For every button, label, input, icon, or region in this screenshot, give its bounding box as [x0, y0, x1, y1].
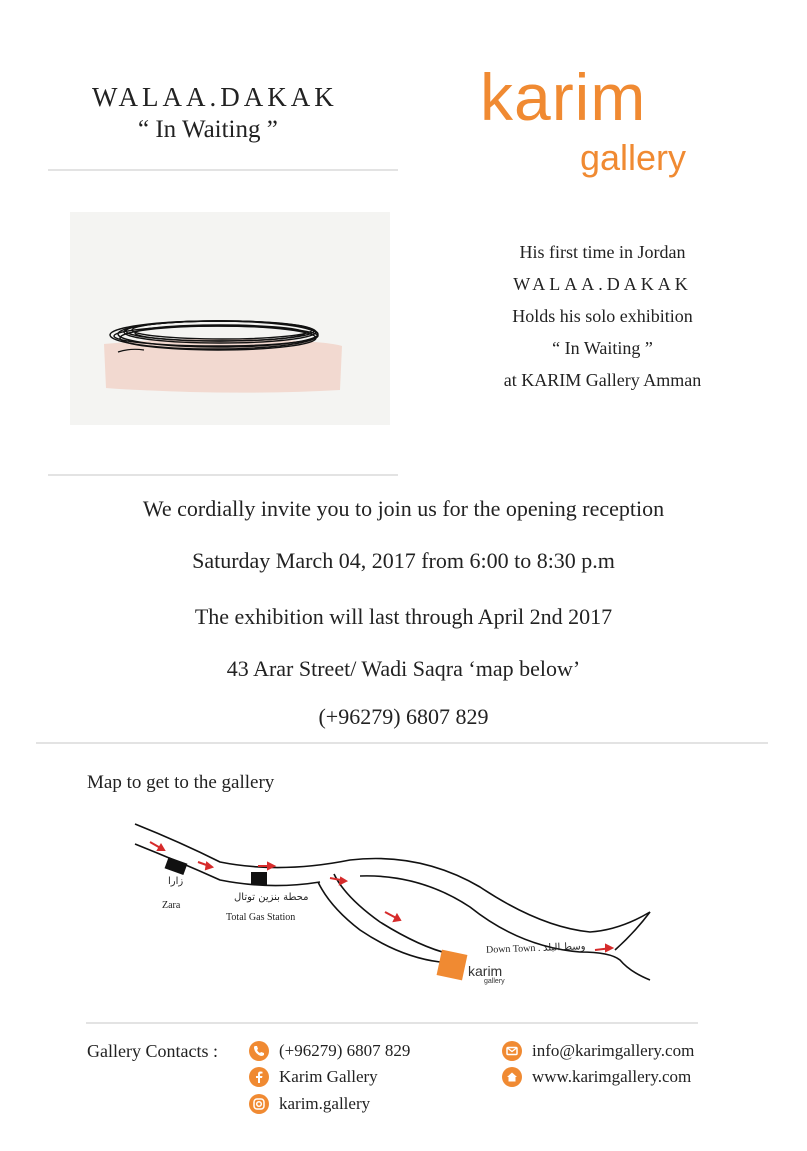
- contact-facebook[interactable]: [249, 1067, 378, 1087]
- facebook-icon: [249, 1067, 269, 1087]
- gallery-address: 43 Arar Street/ Wadi Saqra ‘map below’: [226, 656, 581, 681]
- location-map: [120, 812, 670, 996]
- map-gallery-logo: karim: [468, 963, 503, 979]
- artist-name: WALAA.DAKAK: [92, 82, 338, 112]
- zara-label: Zara: [162, 900, 181, 911]
- contact-website[interactable]: [502, 1067, 691, 1087]
- reception-date: Saturday March 04, 2017 from 6:00 to 8:30 p.m: [192, 548, 615, 573]
- gallery-logo-subtitle: gallery: [580, 137, 687, 178]
- contact-facebook-text: Karim Gallery: [279, 1067, 378, 1086]
- map-gallery-logo-sub: gallery: [484, 978, 505, 985]
- intro-artist: WALAA.DAKAK: [513, 274, 692, 294]
- divider: [86, 1022, 698, 1024]
- phone-icon: [249, 1041, 269, 1061]
- gallery-logo-wordmark: karim: [480, 60, 647, 134]
- divider: [48, 474, 398, 476]
- contact-email-text: info@karimgallery.com: [532, 1041, 695, 1060]
- intro-line: His first time in Jordan: [519, 242, 686, 262]
- divider: [48, 169, 398, 171]
- home-icon: [502, 1067, 522, 1087]
- exhibition-duration: The exhibition will last through April 2nd 2017: [194, 604, 613, 629]
- contact-website-text: www.karimgallery.com: [532, 1067, 692, 1086]
- artwork-image: [70, 212, 390, 425]
- intro-text: [470, 236, 735, 396]
- divider: [36, 742, 768, 744]
- email-icon: [502, 1041, 522, 1061]
- gas-station-label: Total Gas Station: [226, 912, 296, 923]
- artwork-drawing: [70, 212, 390, 425]
- map-drawing: [120, 812, 670, 992]
- downtown-label: Down Town . وسط البلد: [485, 941, 586, 956]
- contacts-label: Gallery Contacts :: [87, 1041, 218, 1061]
- instagram-icon: [249, 1094, 269, 1114]
- intro-line: Holds his solo exhibition: [512, 306, 693, 326]
- gallery-phone: (+96279) 6807 829: [318, 704, 489, 729]
- zara-label-ar: زارا: [168, 876, 184, 887]
- invitation-line: We cordially invite you to join us for the opening reception: [142, 496, 665, 521]
- intro-line: at KARIM Gallery Amman: [503, 370, 702, 390]
- contact-phone-text: (+96279) 6807 829: [279, 1041, 411, 1060]
- contact-email[interactable]: [502, 1041, 694, 1061]
- map-title: Map to get to the gallery: [87, 772, 275, 793]
- exhibition-title: “ In Waiting ”: [138, 116, 278, 143]
- intro-title: “ In Waiting ”: [552, 338, 653, 358]
- contact-phone[interactable]: [249, 1041, 410, 1061]
- contact-instagram[interactable]: [249, 1094, 370, 1114]
- contact-instagram-text: karim.gallery: [279, 1094, 371, 1113]
- gas-station-label-ar: محطة بنزين توتال: [234, 892, 309, 903]
